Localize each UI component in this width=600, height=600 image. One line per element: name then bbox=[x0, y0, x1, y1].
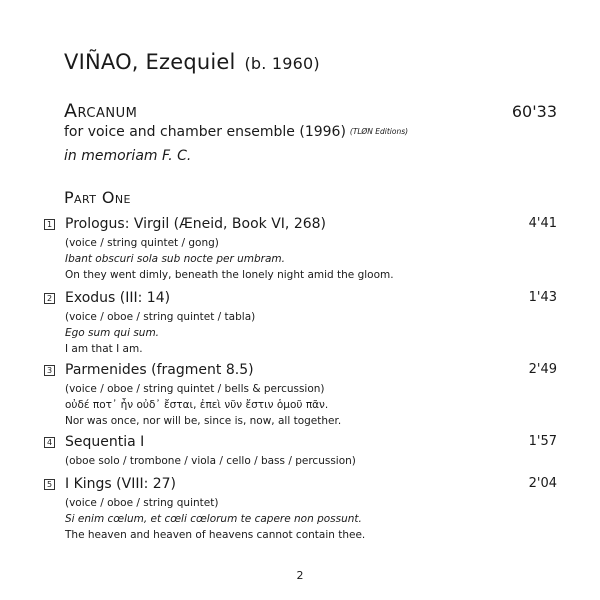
track-original-text: Ibant obscuri sola sub nocte per umbram. bbox=[65, 253, 285, 265]
track-duration: 2'49 bbox=[528, 362, 557, 377]
track-instrumentation: (voice / string quintet / gong) bbox=[65, 237, 219, 249]
work-subtitle-text: for voice and chamber ensemble (1996) bbox=[64, 124, 346, 140]
track-number-box: 5 bbox=[44, 479, 55, 490]
composer-heading bbox=[64, 50, 320, 74]
track-translation: On they went dimly, beneath the lonely night amid the gloom. bbox=[65, 269, 394, 281]
track-number-box: 4 bbox=[44, 437, 55, 448]
track-instrumentation: (oboe solo / trombone / viola / cello / bass / percussion) bbox=[65, 455, 356, 467]
track-duration: 1'57 bbox=[528, 434, 557, 449]
work-publisher: (TLØN Editions) bbox=[349, 127, 409, 136]
track-title: I Kings (VIII: 27) bbox=[65, 476, 177, 492]
track-title: Prologus: Virgil (Æneid, Book VI, 268) bbox=[65, 216, 327, 232]
track-title: Parmenides (fragment 8.5) bbox=[65, 362, 254, 378]
track-translation: I am that I am. bbox=[65, 343, 143, 355]
track-translation: The heaven and heaven of heavens cannot contain thee. bbox=[65, 529, 366, 541]
work-duration: 60'33 bbox=[511, 102, 557, 121]
track-duration: 2'04 bbox=[528, 476, 557, 491]
track-title: Exodus (III: 14) bbox=[65, 290, 171, 306]
track-title: Sequentia I bbox=[65, 434, 145, 450]
track-duration: 1'43 bbox=[528, 290, 557, 305]
track-original-text: Ego sum qui sum. bbox=[65, 327, 160, 339]
track-number-box: 2 bbox=[44, 293, 55, 304]
track-original-text: οὐδέ ποτ᾽ ἦν οὐδ᾽ ἔσται, ἐπεὶ νῦν ἔστιν ὁμοῦ πᾶν. bbox=[65, 399, 329, 411]
part-heading: Part One bbox=[64, 188, 131, 207]
track-translation: Nor was once, nor will be, since is, now, all together. bbox=[65, 415, 342, 427]
track-duration: 4'41 bbox=[528, 216, 557, 231]
track-original-text: Si enim cœlum, et cœli cœlorum te capere non possunt. bbox=[65, 513, 362, 525]
work-dedication: in memoriam F. C. bbox=[64, 148, 192, 164]
track-instrumentation: (voice / oboe / string quintet / bells & percussion) bbox=[65, 383, 325, 395]
work-title: Arcanum bbox=[64, 100, 138, 122]
track-instrumentation: (voice / oboe / string quintet / tabla) bbox=[65, 311, 256, 323]
page-number: 2 bbox=[296, 569, 304, 582]
composer-dates: (b. 1960) bbox=[244, 54, 320, 73]
composer-name: VIÑAO, Ezequiel bbox=[64, 50, 236, 74]
track-instrumentation: (voice / oboe / string quintet) bbox=[65, 497, 219, 509]
track-number-box: 3 bbox=[44, 365, 55, 376]
work-subtitle bbox=[64, 124, 408, 140]
track-number-box: 1 bbox=[44, 219, 55, 230]
